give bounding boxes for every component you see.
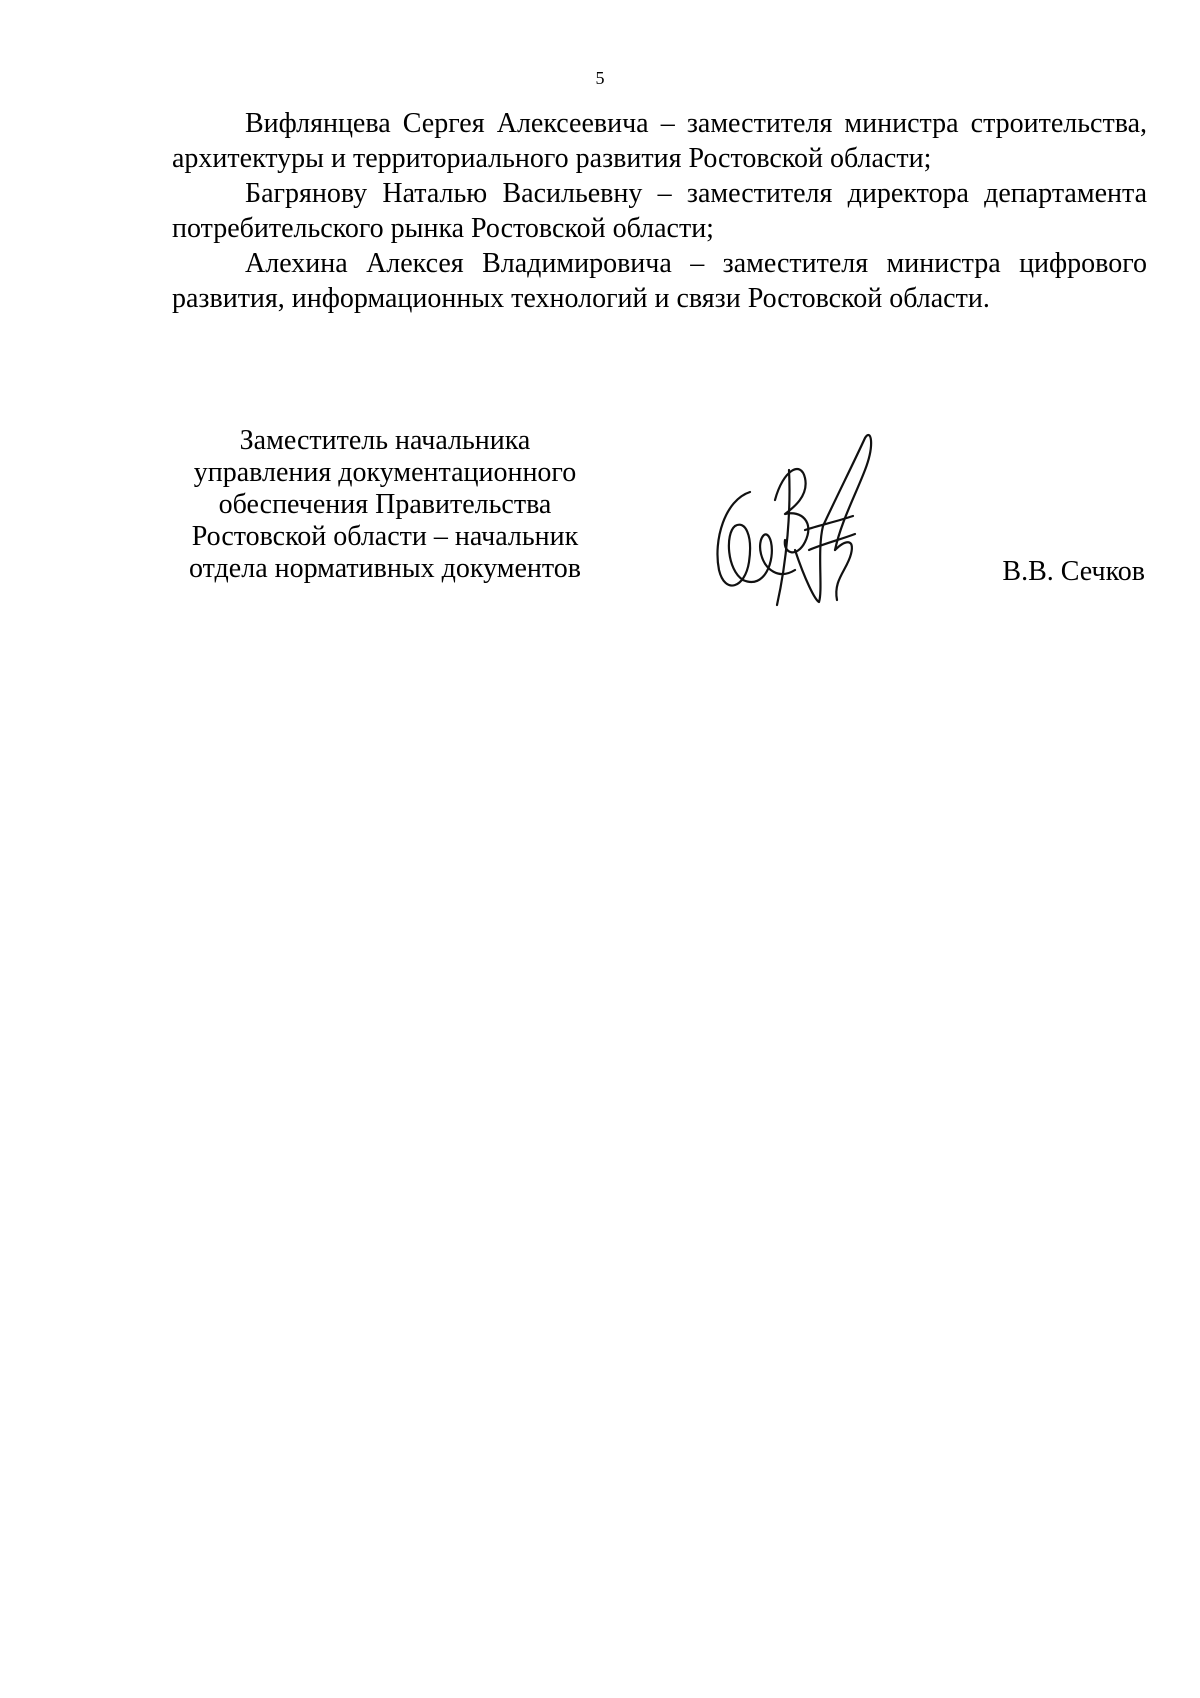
body-paragraph: Багрянову Наталью Васильевну – заместителя директора департамента потребительского рынка Ростовской области; [172, 178, 1147, 244]
page-number: 5 [595, 68, 605, 88]
signer-position [165, 425, 605, 585]
body-paragraph: Вифлянцева Сергея Алексеевича – заместителя министра строительства, архитектуры и территориального развития Ростовской области; [172, 108, 1147, 174]
signer-position-line: Ростовской области – начальник [191, 521, 579, 552]
signer-position-line: управления документационного [193, 457, 577, 488]
body-paragraph: Алехина Алексея Владимировича – заместителя министра цифрового развития, информационных технологий и связи Ростовской области. [172, 248, 1147, 314]
signer-position-line: обеспечения Правительства [218, 489, 552, 520]
signer-position-line: отдела нормативных документов [189, 553, 581, 584]
signer-position-line: Заместитель начальника [239, 425, 531, 456]
document-body [172, 106, 1147, 316]
handwritten-signature [705, 430, 905, 610]
signer-name: В.В. Сечков [1002, 556, 1145, 587]
